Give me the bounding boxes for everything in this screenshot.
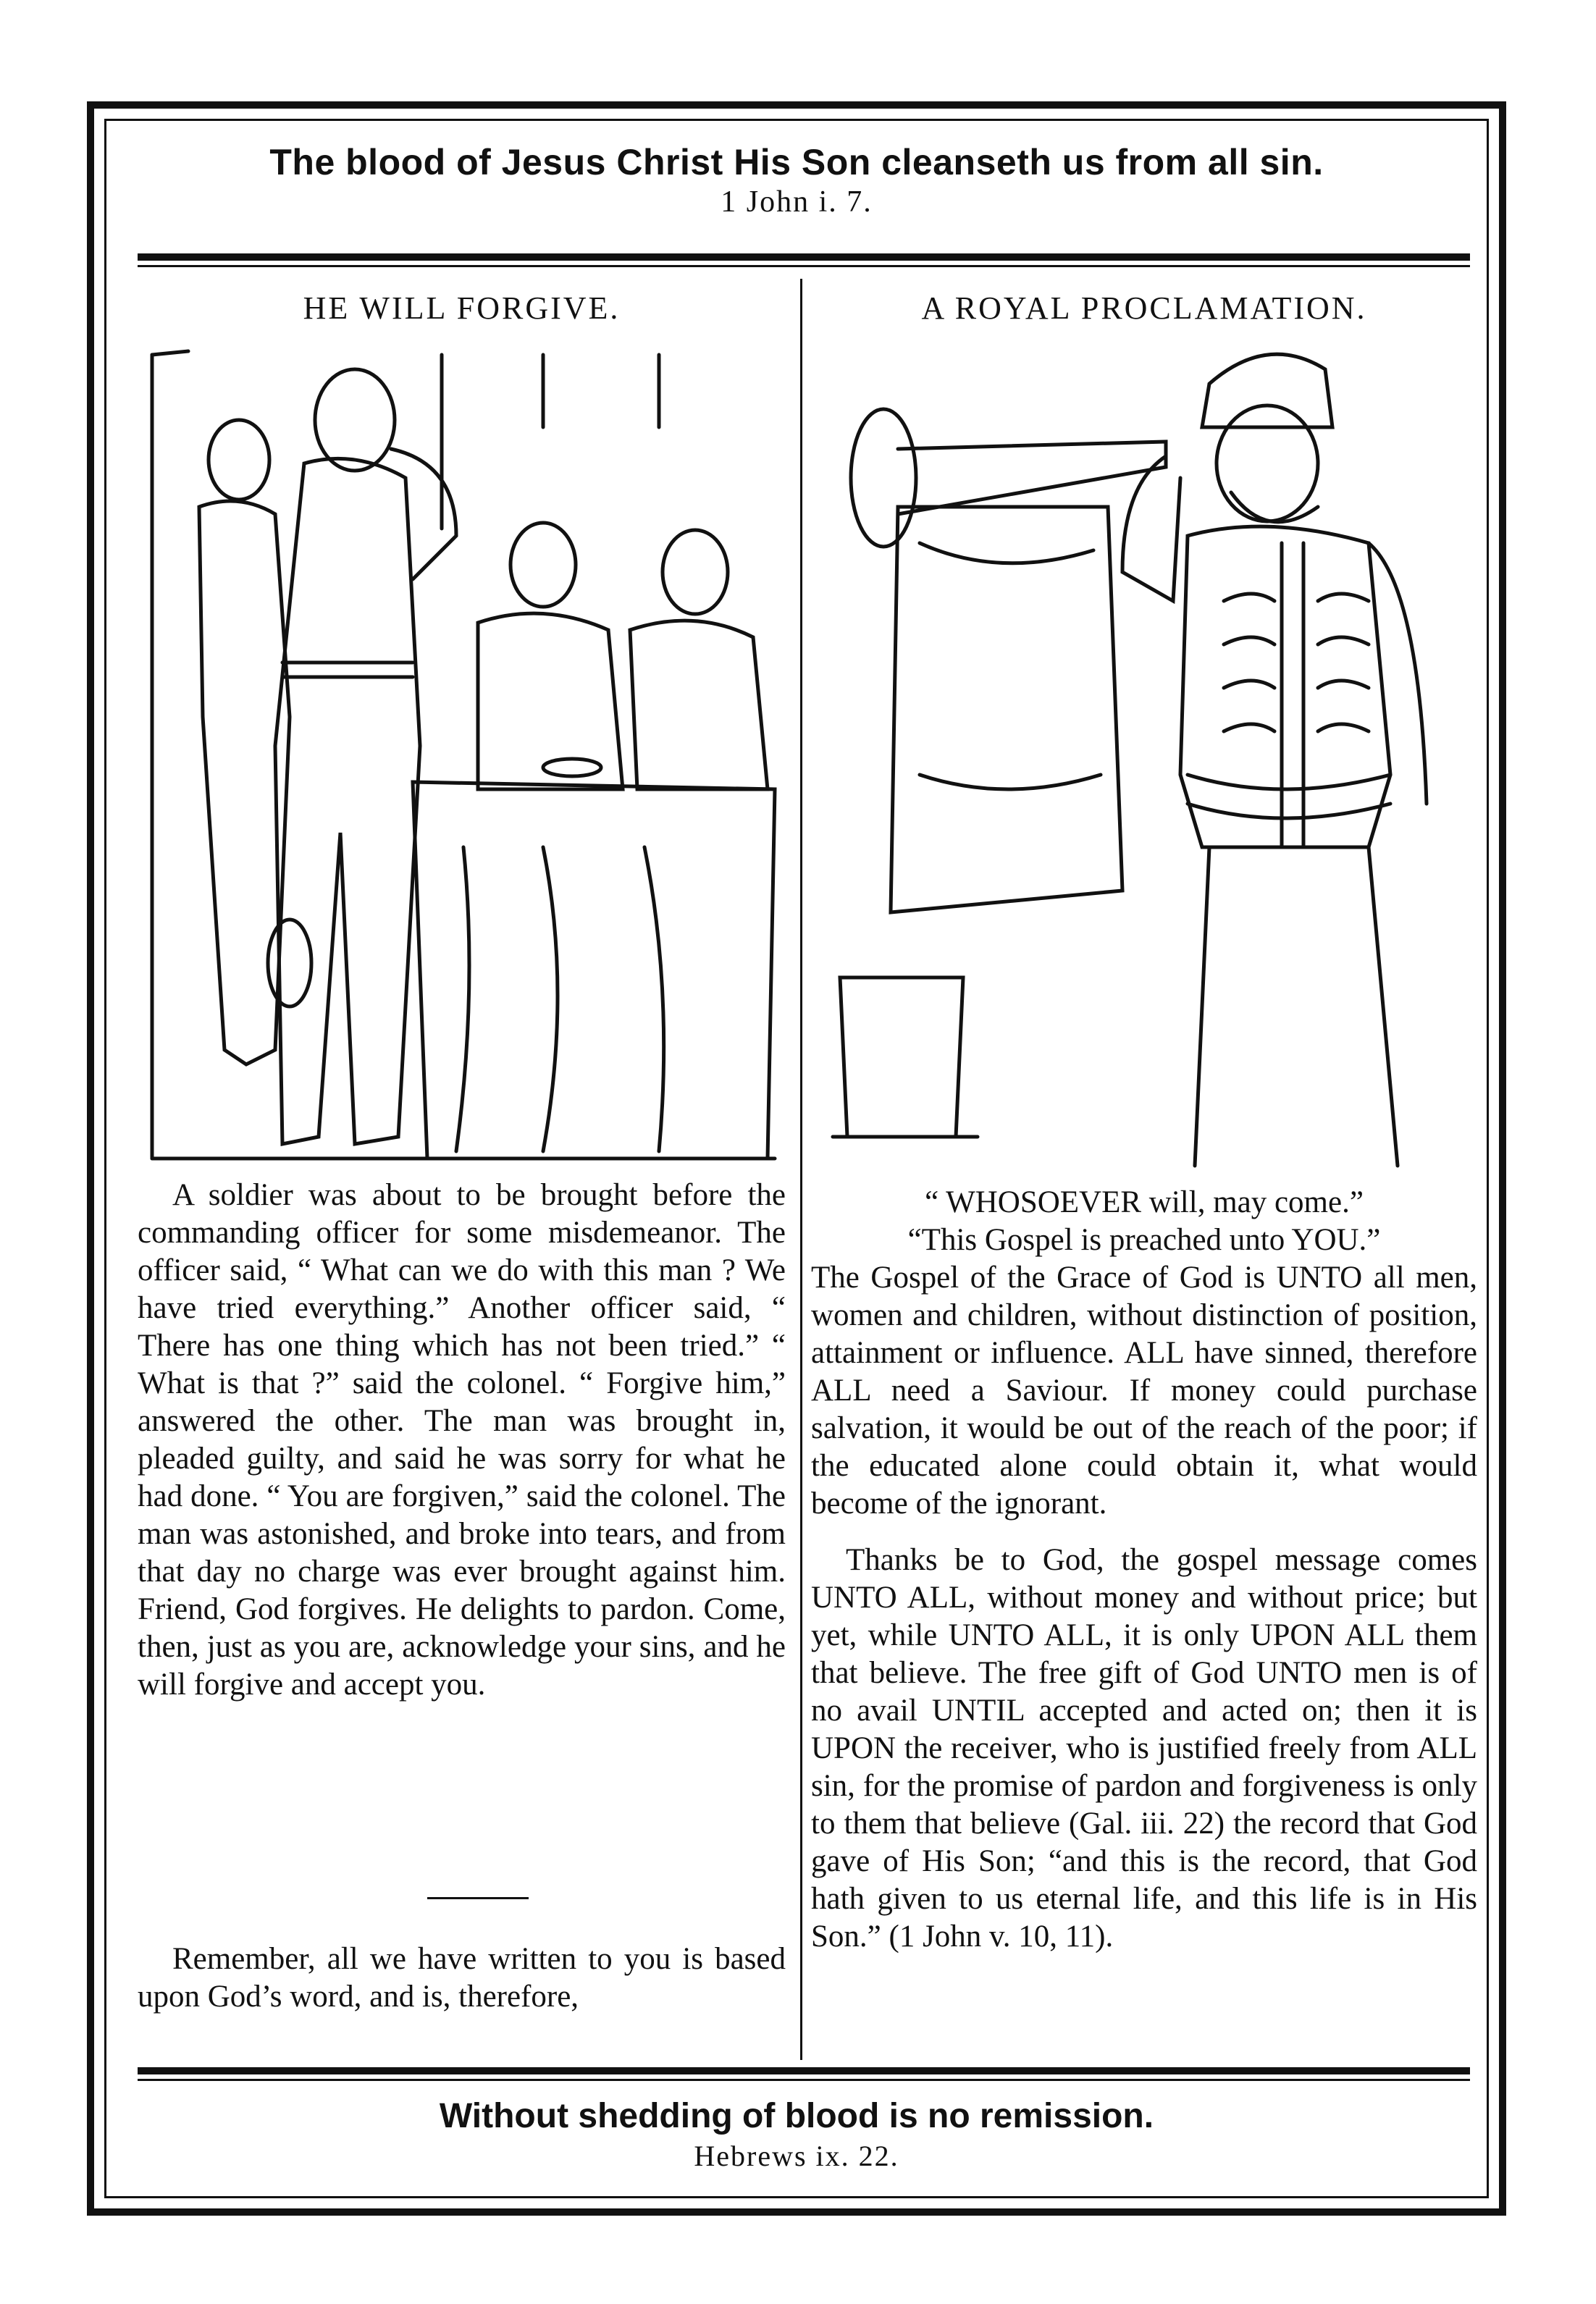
right-column-title: A ROYAL PROCLAMATION. — [921, 290, 1367, 326]
footer-rule-thin — [138, 2079, 1470, 2081]
header-rule-thin — [138, 265, 1470, 267]
footer-rule — [138, 2067, 1470, 2074]
left-body-text — [138, 1177, 786, 1704]
right-quote-1: “ WHOSOEVER will, may come.” — [925, 1185, 1364, 1219]
header — [94, 141, 1499, 219]
left-short-rule — [427, 1897, 529, 1899]
page-border — [87, 101, 1506, 2216]
footer-reference: Hebrews ix. 22. — [694, 2140, 899, 2172]
right-quote-2: “This Gospel is preached unto YOU.” — [907, 1223, 1381, 1257]
right-paragraph-1: The Gospel of the Grace of God is UNTO all men, women and children, without distinction of position, attainment or influence. ALL have sinned, therefore ALL need a Saviour. If money could purchase salvation, it would be out of the reach of the poor; if the educated alone could obtain it, what would become of the ignorant. — [811, 1261, 1477, 1521]
court-martial-illustration — [138, 340, 789, 1173]
right-paragraph-2: Thanks be to God, the gospel message comes UNTO ALL, without money and without price; but yet, while UNTO ALL, it is only UPON ALL them that believe. The free gift of God UNTO men is of no avail UNTIL accepted and acted on; then it is UPON the receiver, who is justified freely from ALL sin, for the promise of pardon and forgiveness is only to them that believe (Gal. iii. 22) the record that God gave of His Son; “and this is the record, that God hath given to us eternal life, and this life is in His Son.” (1 John v. 10, 11). — [811, 1543, 1477, 1954]
header-rule — [138, 253, 1470, 261]
header-reference: 1 John i. 7. — [721, 185, 873, 219]
left-closing: Remember, all we have written to you is based upon God’s word, and is, therefore, — [138, 1942, 786, 2014]
left-closing-text — [138, 1941, 786, 2016]
column-divider — [800, 279, 802, 2060]
header-title: The blood of Jesus Christ His Son cleanseth us from all sin. — [269, 142, 1324, 182]
right-body-text — [811, 1184, 1477, 1956]
left-paragraph: A soldier was about to be brought before the commanding officer for some misdemeanor. The officer said, “ What can we do with this man ? We have tried everything.” Another officer said, “ There has one thing which has not been tried.” “ What is that ?” said the colonel. “ Forgive him,” answered the other. The man was brought in, pleaded guilty, and said he was sorry for what he had done. “ You are forgiven,” said the colonel. The man was astonished, and broke into tears, and from that day no charge was ever brought against him. Friend, God forgives. He delights to pardon. Come, then, just as you are, acknowledge your sins, and he will forgive and accept you. — [138, 1178, 786, 1702]
left-column-title: HE WILL FORGIVE. — [303, 290, 621, 326]
footer — [94, 2096, 1499, 2173]
footer-title: Without shedding of blood is no remission. — [439, 2097, 1154, 2135]
herald-trumpeter-illustration — [818, 340, 1470, 1180]
